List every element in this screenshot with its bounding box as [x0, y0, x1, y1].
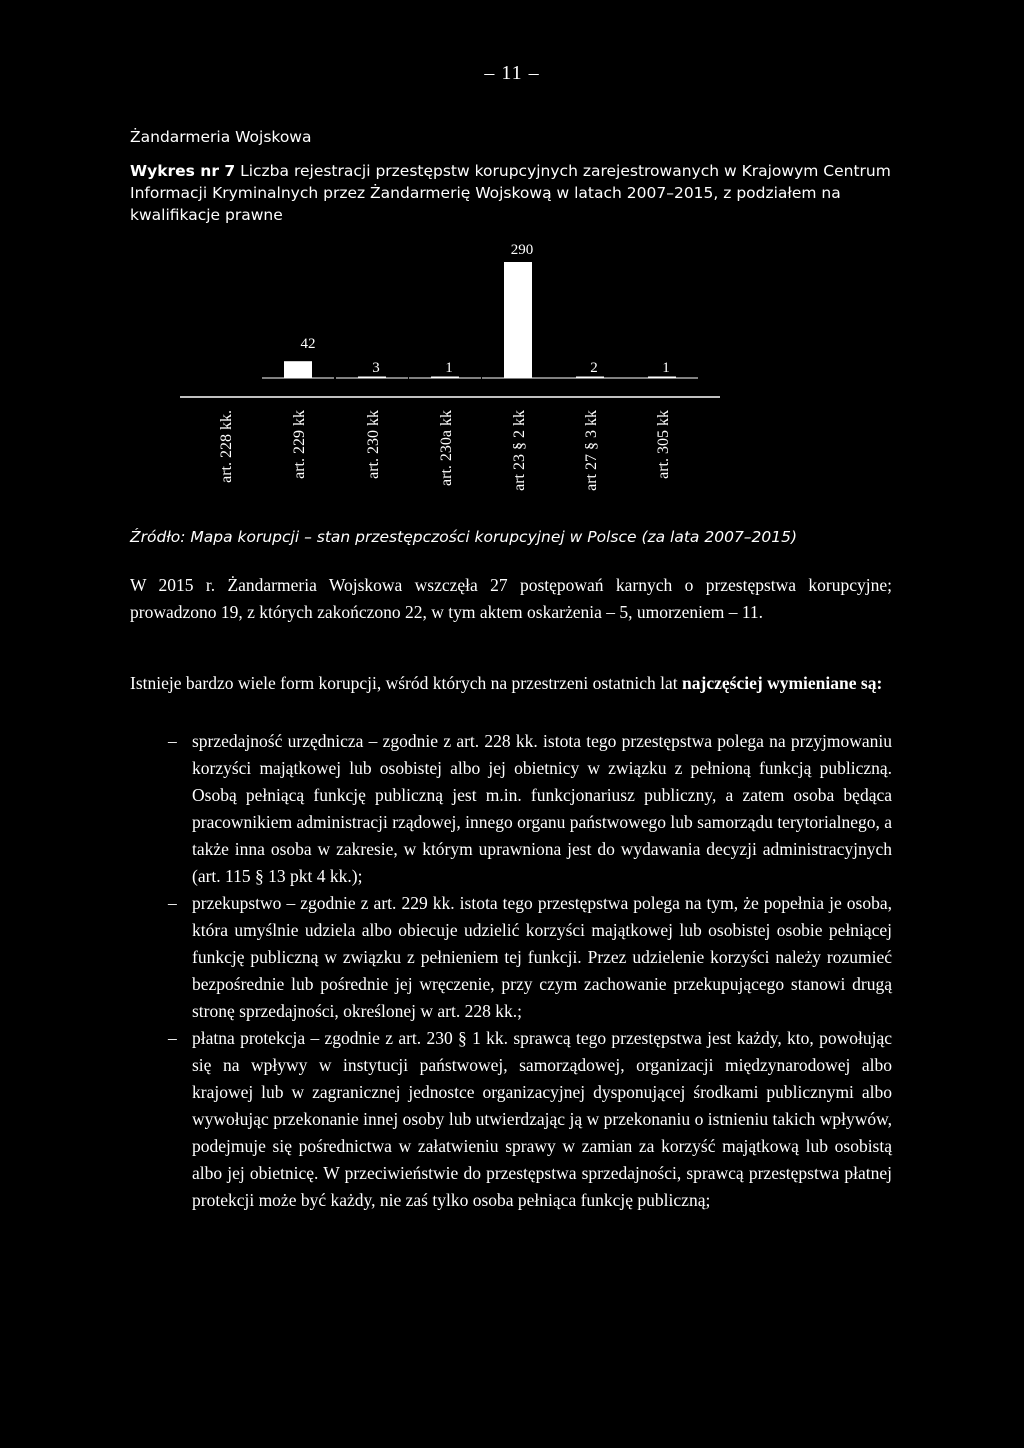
data-label: 3 [372, 360, 380, 376]
chart-source: Źródło: Mapa korupcji – stan przestępczości korupcyjnej w Polsce (za lata 2007–2015) [130, 528, 798, 546]
tick-label: art 23 § 2 kk [511, 410, 528, 491]
list-item-text: płatna protekcja – zgodnie z art. 230 § 1 kk. sprawcą tego przestępstwa jest każdy, kto, powołując się na wpływy w instytucji państwowej, samorządowej, organizacji międzynarodowej albo krajowej lub w zagranicznej jednostce organizacyjnej dysponującej środkami publicznymi albo wywołując przekonanie innej osoby lub utwierdzając ją w przekonaniu o istnieniu takich wpływów, podejmuje się pośrednictwa w załatwieniu sprawy w zamian za korzyść majątkową lub osobistą albo jej obietnicę. W przeciwieństwie do przestępstwa sprzedajności, sprawcą przestępstwa płatnej protekcji może być każdy, nie zaś tylko osoba pełniąca funkcję publiczną; [192, 1028, 892, 1210]
data-label: 1 [445, 360, 453, 376]
list-item-text: przekupstwo – zgodnie z art. 229 kk. istota tego przestępstwa polega na tym, że popełnia je osoba, która umyślnie udziela albo obiecuje udzielić korzyści majątkowej lub osobistej osobie pełniącej funkcję publiczną w związku z pełnieniem tej funkcji. Przez udzielenie korzyści należy rozumieć bezpośrednie lub pośrednie jej wręczenie, przy czym zachowanie przekupującego stanowi drugą stronę sprzedajności, określonej w art. 228 kk.; [192, 893, 892, 1021]
paragraph-forms-intro [130, 670, 892, 697]
bar [504, 262, 532, 378]
tick-label: art. 305 kk [655, 410, 672, 479]
tick-label: art. 228 kk. [218, 410, 235, 483]
paragraph-forms-intro-text: Istnieje bardzo wiele form korupcji, wśród których na przestrzeni ostatnich lat [130, 673, 683, 693]
institution-heading: Żandarmeria Wojskowa [130, 128, 312, 146]
chart-caption-text: Liczba rejestracji przestępstw korupcyjnych zarejestrowanych w Krajowym Centrum Informacji Kryminalnych przez Żandarmerię Wojskową w latach 2007–2015, z podziałem na kwalifikacje prawne [130, 162, 891, 224]
list-dash: – [168, 731, 177, 751]
list-item-text: sprzedajność urzędnicza – zgodnie z art. 228 kk. istota tego przestępstwa polega na przyjmowaniu korzyści majątkowej lub osobistej albo jej obietnicy w związku z pełnioną funkcją publiczną. Osobą pełniącą funkcję publiczną jest m.in. funkcjonariusz publiczny, a zatem osoba będąca pracownikiem administracji rządowej, innego organu państwowego lub samorządu terytorialnego, a także inna osoba w zakresie, w którym uprawniona jest do wydawania decyzji administracyjnych (art. 115 § 13 pkt 4 kk.); [192, 731, 892, 886]
data-label: 290 [510, 242, 534, 258]
list-dash: – [168, 893, 177, 913]
data-label: 2 [590, 360, 598, 376]
data-label: 1 [662, 360, 670, 376]
list-item [130, 1025, 892, 1214]
corruption-forms-list [130, 728, 892, 1214]
tick-label: art. 230 kk [365, 410, 382, 479]
tick-label: art. 230a kk [438, 410, 455, 486]
list-dash: – [168, 1028, 177, 1048]
bar-chart [0, 0, 1024, 520]
bar [284, 361, 312, 378]
tick-label: art 27 § 3 kk [583, 410, 600, 491]
page-number: – 11 – [484, 62, 540, 84]
paragraph-forms-intro-bold: najczęściej wymieniane są: [682, 673, 883, 693]
data-label: 42 [300, 336, 316, 352]
list-item [130, 728, 892, 890]
paragraph-2015-proceedings: W 2015 r. Żandarmeria Wojskowa wszczęła 27 postępowań karnych o przestępstwa korupcyjne; prowadzono 19, z których zakończono 22, w tym aktem oskarżenia – 5, umorzeniem – 11. [130, 575, 892, 622]
list-item [130, 890, 892, 1025]
tick-label: art. 229 kk [291, 410, 308, 479]
chart-caption-label: Wykres nr 7 [130, 162, 236, 180]
